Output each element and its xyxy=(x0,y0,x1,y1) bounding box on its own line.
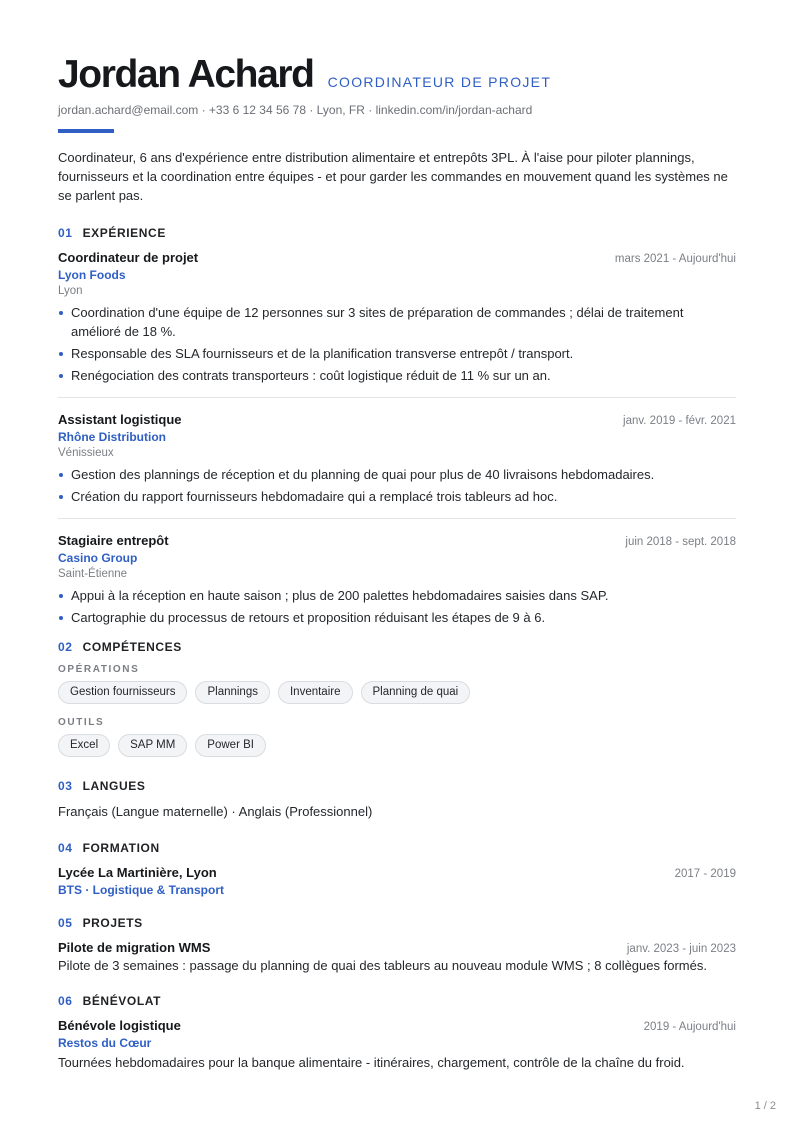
section-projects-title xyxy=(58,916,736,930)
school-name: Lycée La Martinière, Lyon xyxy=(58,865,217,880)
job-company: Rhône Distribution xyxy=(58,430,166,444)
section-volunteer-title xyxy=(58,994,736,1008)
job-entry xyxy=(58,412,736,506)
bullet-item: Appui à la réception en haute saison ; plus de 200 palettes hebdomadaires saisies dans SAP. xyxy=(58,586,736,605)
job-dates: janv. 2019 - févr. 2021 xyxy=(623,415,736,427)
skill-chip: SAP MM xyxy=(118,734,187,757)
section-number: 04 xyxy=(58,841,73,855)
skill-group-label: OPÉRATIONS xyxy=(58,664,140,675)
divider xyxy=(58,397,736,398)
contact-line: jordan.achard@email.com · +33 6 12 34 56 78 · Lyon, FR · linkedin.com/in/jordan-achard xyxy=(58,103,533,117)
section-label: COMPÉTENCES xyxy=(82,640,182,654)
volunteer-entry xyxy=(58,1018,736,1072)
section-number: 02 xyxy=(58,640,73,654)
section-label: PROJETS xyxy=(82,916,143,930)
resume-page xyxy=(58,52,736,1072)
education-entry xyxy=(58,865,736,897)
project-description: Pilote de 3 semaines : passage du planning de quai des tableurs au nouveau module WMS ; 8 collègues formés. xyxy=(58,958,707,973)
section-number: 05 xyxy=(58,916,73,930)
section-skills-title xyxy=(58,640,736,654)
bullet-item: Cartographie du processus de retours et proposition réduisant les étapes de 9 à 6. xyxy=(58,608,736,627)
volunteer-description: Tournées hebdomadaires pour la banque alimentaire - itinéraires, chargement, contrôle de la chaîne du froid. xyxy=(58,1055,685,1070)
project-dates: janv. 2023 - juin 2023 xyxy=(626,943,736,955)
languages-text: Français (Langue maternelle) · Anglais (Professionnel) xyxy=(58,804,373,819)
section-label: FORMATION xyxy=(82,841,160,855)
job-bullets xyxy=(58,303,736,385)
job-location: Lyon xyxy=(58,285,83,297)
job-company: Casino Group xyxy=(58,551,138,565)
job-entry xyxy=(58,250,736,385)
page-number: 1 / 2 xyxy=(754,1100,776,1112)
skill-chips xyxy=(58,681,736,704)
job-dates: mars 2021 - Aujourd'hui xyxy=(614,253,736,265)
section-label: EXPÉRIENCE xyxy=(82,226,166,240)
project-name: Pilote de migration WMS xyxy=(58,940,211,955)
skill-group-label: OUTILS xyxy=(58,717,105,728)
skill-chip: Plannings xyxy=(195,681,270,704)
section-experience-title xyxy=(58,226,736,240)
bullet-item: Renégociation des contrats transporteurs : coût logistique réduit de 11 % sur un an. xyxy=(58,366,736,385)
section-number: 06 xyxy=(58,994,73,1008)
job-company: Lyon Foods xyxy=(58,268,126,282)
summary: Coordinateur, 6 ans d'expérience entre distribution alimentaire et entrepôts 3PL. À l'aise pour piloter plannings, fournisseurs et la coordination entre équipes - et pour garder les commandes en mouvement quand les systèmes ne se parlent pas. xyxy=(58,150,728,203)
bullet-item: Création du rapport fournisseurs hebdomadaire qui a remplacé trois tableurs ad hoc. xyxy=(58,487,736,506)
skill-chip: Gestion fournisseurs xyxy=(58,681,187,704)
section-education-title xyxy=(58,841,736,855)
candidate-name: Jordan Achard xyxy=(58,53,314,96)
bullet-item: Gestion des plannings de réception et du planning de quai pour plus de 40 livraisons hebdomadaires. xyxy=(58,465,736,484)
section-number: 01 xyxy=(58,226,73,240)
resume-header xyxy=(58,52,736,98)
job-bullets xyxy=(58,586,736,627)
section-languages-title xyxy=(58,779,736,793)
job-dates: juin 2018 - sept. 2018 xyxy=(625,536,736,548)
job-title: Stagiaire entrepôt xyxy=(58,533,169,548)
volunteer-role: Bénévole logistique xyxy=(58,1018,181,1033)
job-bullets xyxy=(58,465,736,506)
job-location: Saint-Étienne xyxy=(58,568,128,580)
degree: BTS · Logistique & Transport xyxy=(58,883,225,897)
skill-chip: Power BI xyxy=(195,734,266,757)
accent-bar xyxy=(58,129,114,133)
job-title: Coordinateur de projet xyxy=(58,250,199,265)
skill-chip: Inventaire xyxy=(278,681,353,704)
job-title: Assistant logistique xyxy=(58,412,182,427)
section-label: LANGUES xyxy=(82,779,146,793)
skill-chip: Excel xyxy=(58,734,110,757)
candidate-role: COORDINATEUR DE PROJET xyxy=(327,74,552,90)
bullet-item: Coordination d'une équipe de 12 personnes sur 3 sites de préparation de commandes ; délai de traitement amélioré de 18 %. xyxy=(58,303,736,341)
job-location: Vénissieux xyxy=(58,447,114,459)
volunteer-dates: 2019 - Aujourd'hui xyxy=(643,1021,736,1033)
education-dates: 2017 - 2019 xyxy=(674,868,736,880)
project-entry xyxy=(58,940,736,975)
job-entry xyxy=(58,533,736,627)
section-label: BÉNÉVOLAT xyxy=(82,994,162,1008)
section-number: 03 xyxy=(58,779,73,793)
bullet-item: Responsable des SLA fournisseurs et de la planification transverse entrepôt / transport. xyxy=(58,344,736,363)
divider xyxy=(58,518,736,519)
volunteer-org: Restos du Cœur xyxy=(58,1036,152,1050)
skill-chip: Planning de quai xyxy=(361,681,471,704)
skill-chips xyxy=(58,734,736,757)
